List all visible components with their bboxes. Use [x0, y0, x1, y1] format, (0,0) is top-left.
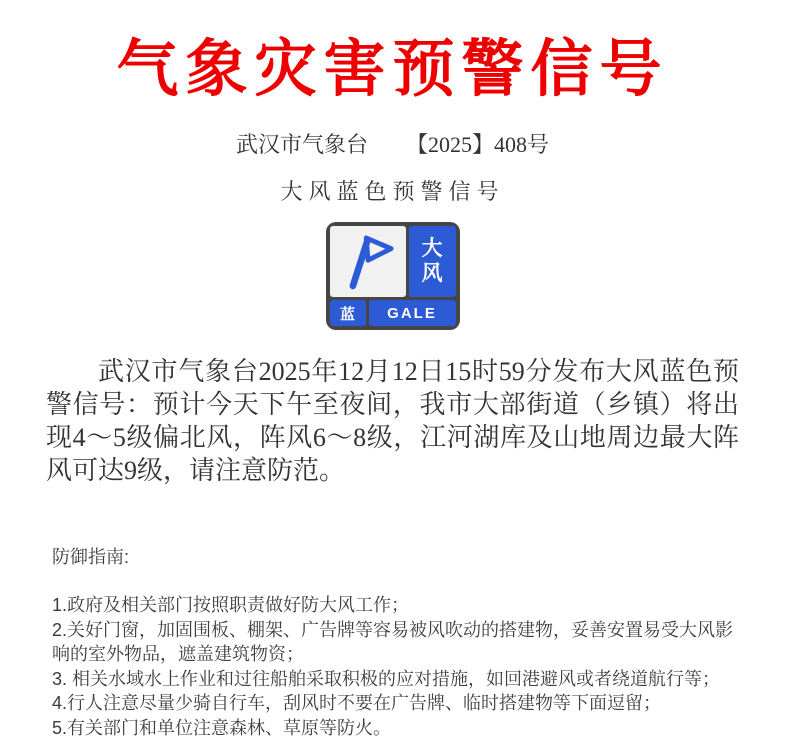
guide-item-2: 2.关好门窗，加固围板、棚架、广告牌等容易被风吹动的搭建物，妥善安置易受大风影响的室外物品，遮盖建筑物资； [52, 618, 737, 667]
level-label-en: GALE [369, 300, 456, 326]
guide-item-1: 1.政府及相关部门按照职责做好防大风工作； [52, 593, 737, 618]
gale-label-cn [409, 226, 456, 297]
guide-item-5: 5.有关部门和单位注意森林、草原等防火。 [52, 716, 737, 740]
issuer-name: 武汉市气象台 [236, 132, 368, 157]
gale-label-cn-text: 大风 [420, 237, 443, 287]
guide-heading: 防御指南: [52, 545, 733, 569]
page-title: 气象灾害预警信号 [0, 0, 785, 110]
flag-panel [330, 226, 406, 297]
guide-item-3: 3. 相关水域水上作业和过往船舶采取积极的应对措施，如回港避风或者绕道航行等； [52, 667, 737, 692]
badge-bottom-row [330, 300, 456, 326]
guide-list [52, 593, 737, 740]
gale-blue-warning-icon [326, 222, 460, 330]
doc-number: 【2025】408号 [406, 132, 549, 157]
announcement-paragraph: 武汉市气象台2025年12月12日15时59分发布大风蓝色预警信号：预计今天下午至夜间，我市大部街道（乡镇）将出现4～5级偏北风，阵风6～8级，江河湖库及山地周边最大阵风可达9级，请注意防范。 [46, 355, 739, 487]
level-char-blue: 蓝 [330, 300, 366, 326]
guide-item-4: 4.行人注意尽量少骑自行车，刮风时不要在广告牌、临时搭建物等下面逗留； [52, 691, 737, 716]
badge-top-row [330, 226, 456, 297]
signal-name: 大风蓝色预警信号 [0, 179, 785, 205]
pennant-flag-icon [334, 230, 402, 293]
issuer-line [0, 132, 785, 158]
